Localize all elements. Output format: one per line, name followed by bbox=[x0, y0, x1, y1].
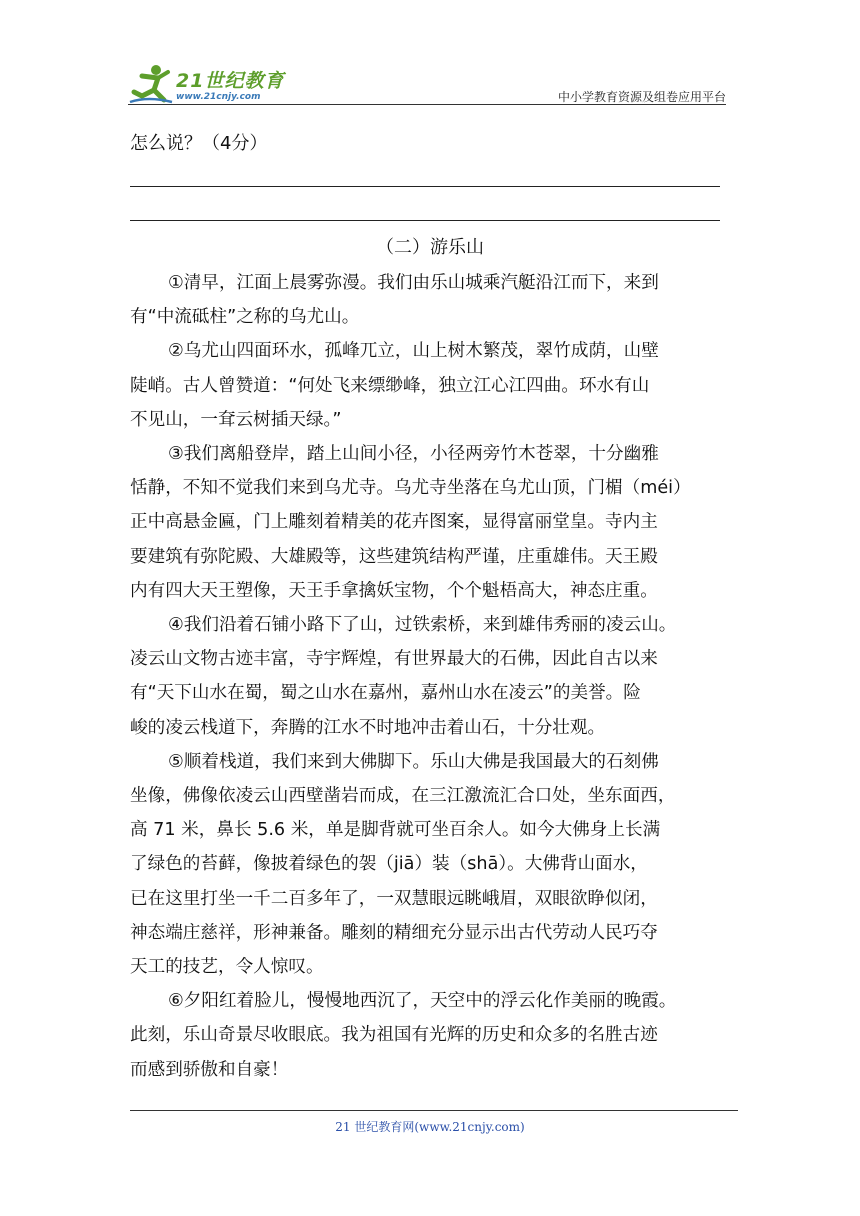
paragraph-2 bbox=[130, 334, 730, 437]
paragraph-line: ②乌尤山四面环水，孤峰兀立，山上树木繁茂，翠竹成荫，山壁 bbox=[168, 341, 659, 362]
paragraph-line: 此刻，乐山奇景尽收眼底。我为祖国有光辉的历史和众多的名胜古迹 bbox=[130, 1025, 658, 1046]
paragraph-line: 有“天下山水在蜀，蜀之山水在嘉州，嘉州山水在凌云”的美誉。险 bbox=[130, 683, 641, 704]
site-logo[interactable] bbox=[128, 62, 298, 106]
paragraph-5 bbox=[130, 745, 730, 984]
paragraph-line: ③我们离船登岸，踏上山间小径，小径两旁竹木苍翠，十分幽雅 bbox=[168, 444, 659, 465]
paragraph-line: 凌云山文物古迹丰富，寺宇辉煌，有世界最大的石佛，因此自古以来 bbox=[130, 649, 658, 670]
paragraph-line: ①清早，江面上晨雾弥漫。我们由乐山城乘汽艇沿江而下，来到 bbox=[168, 273, 659, 293]
paragraph-line: 有“中流砥柱”之称的乌尤山。 bbox=[130, 307, 360, 328]
question-tail bbox=[130, 126, 730, 161]
paragraph-1 bbox=[130, 266, 730, 334]
answer-line-2[interactable] bbox=[130, 220, 720, 221]
paragraph-line: ⑤顺着栈道，我们来到大佛脚下。乐山大佛是我国最大的石刻佛 bbox=[168, 751, 659, 772]
answer-line-1[interactable] bbox=[130, 186, 720, 187]
question-tail-text: 怎么说？（4分） bbox=[130, 133, 268, 154]
header-divider bbox=[128, 104, 726, 105]
paragraph-line: 要建筑有弥陀殿、大雄殿等，这些建筑结构严谨，庄重雄伟。天王殿 bbox=[130, 546, 658, 567]
paragraph-line: 天工的技艺，令人惊叹。 bbox=[130, 957, 324, 978]
footer-divider bbox=[130, 1110, 738, 1111]
paragraph-line: 恬静，不知不觉我们来到乌尤寺。乌尤寺坐落在乌尤山顶，门楣（méi） bbox=[130, 478, 691, 499]
paragraph-line: 陡峭。古人曾赞道：“何处飞来缥缈峰，独立江心江四曲。环水有山 bbox=[130, 375, 650, 396]
paragraph-line: 坐像，佛像依凌云山西壁凿岩而成，在三江激流汇合口处，坐东面西， bbox=[130, 786, 676, 807]
paragraph-line: ④我们沿着石铺小路下了山，过铁索桥，来到雄伟秀丽的凌云山。 bbox=[168, 615, 677, 636]
paragraph-line: 而感到骄傲和自豪！ bbox=[130, 1059, 289, 1080]
paragraph-line: 不见山，一耷云树插天绿。” bbox=[130, 409, 342, 430]
paragraph-line: 神态端庄慈祥，形神兼备。雕刻的精细充分显示出古代劳动人民巧夺 bbox=[130, 922, 658, 943]
paragraph-4 bbox=[130, 608, 730, 745]
passage-body bbox=[130, 266, 730, 1087]
runner-logo-icon bbox=[128, 62, 174, 106]
footer-link[interactable]: 21 世纪教育网(www.21cnjy.com) bbox=[335, 1120, 525, 1134]
page-header bbox=[128, 60, 726, 106]
paragraph-line: ⑥夕阳红着脸儿，慢慢地西沉了，天空中的浮云化作美丽的晚霞。 bbox=[168, 991, 677, 1012]
paragraph-line: 已在这里打坐一千二百多年了，一双慧眼远眺峨眉，双眼欲睁似闭， bbox=[130, 888, 658, 909]
section-title: （二）游乐山 bbox=[376, 237, 484, 258]
paragraph-line: 高 71 米，鼻长 5.6 米，单是脚背就可坐百余人。如今大佛身上长满 bbox=[130, 820, 661, 841]
logo-url: www.21cnjy.com bbox=[176, 92, 261, 102]
paragraph-6 bbox=[130, 984, 730, 1087]
paragraph-line: 了绿色的苔藓，像披着绿色的袈（jiā）装（shā）。大佛背山面水， bbox=[130, 854, 648, 875]
paragraph-line: 峻的凌云栈道下，奔腾的江水不时地冲击着山石，十分壮观。 bbox=[130, 717, 606, 738]
paragraph-line: 内有四大天王塑像，天王手拿擒妖宝物，个个魁梧高大，神态庄重。 bbox=[130, 580, 658, 601]
paragraph-3 bbox=[130, 437, 730, 608]
logo-text: 21世纪教育 bbox=[176, 70, 285, 92]
paragraph-line: 正中高悬金匾，门上雕刻着精美的花卉图案，显得富丽堂皇。寺内主 bbox=[130, 512, 658, 533]
header-platform-text: 中小学教育资源及组卷应用平台 bbox=[557, 90, 726, 104]
